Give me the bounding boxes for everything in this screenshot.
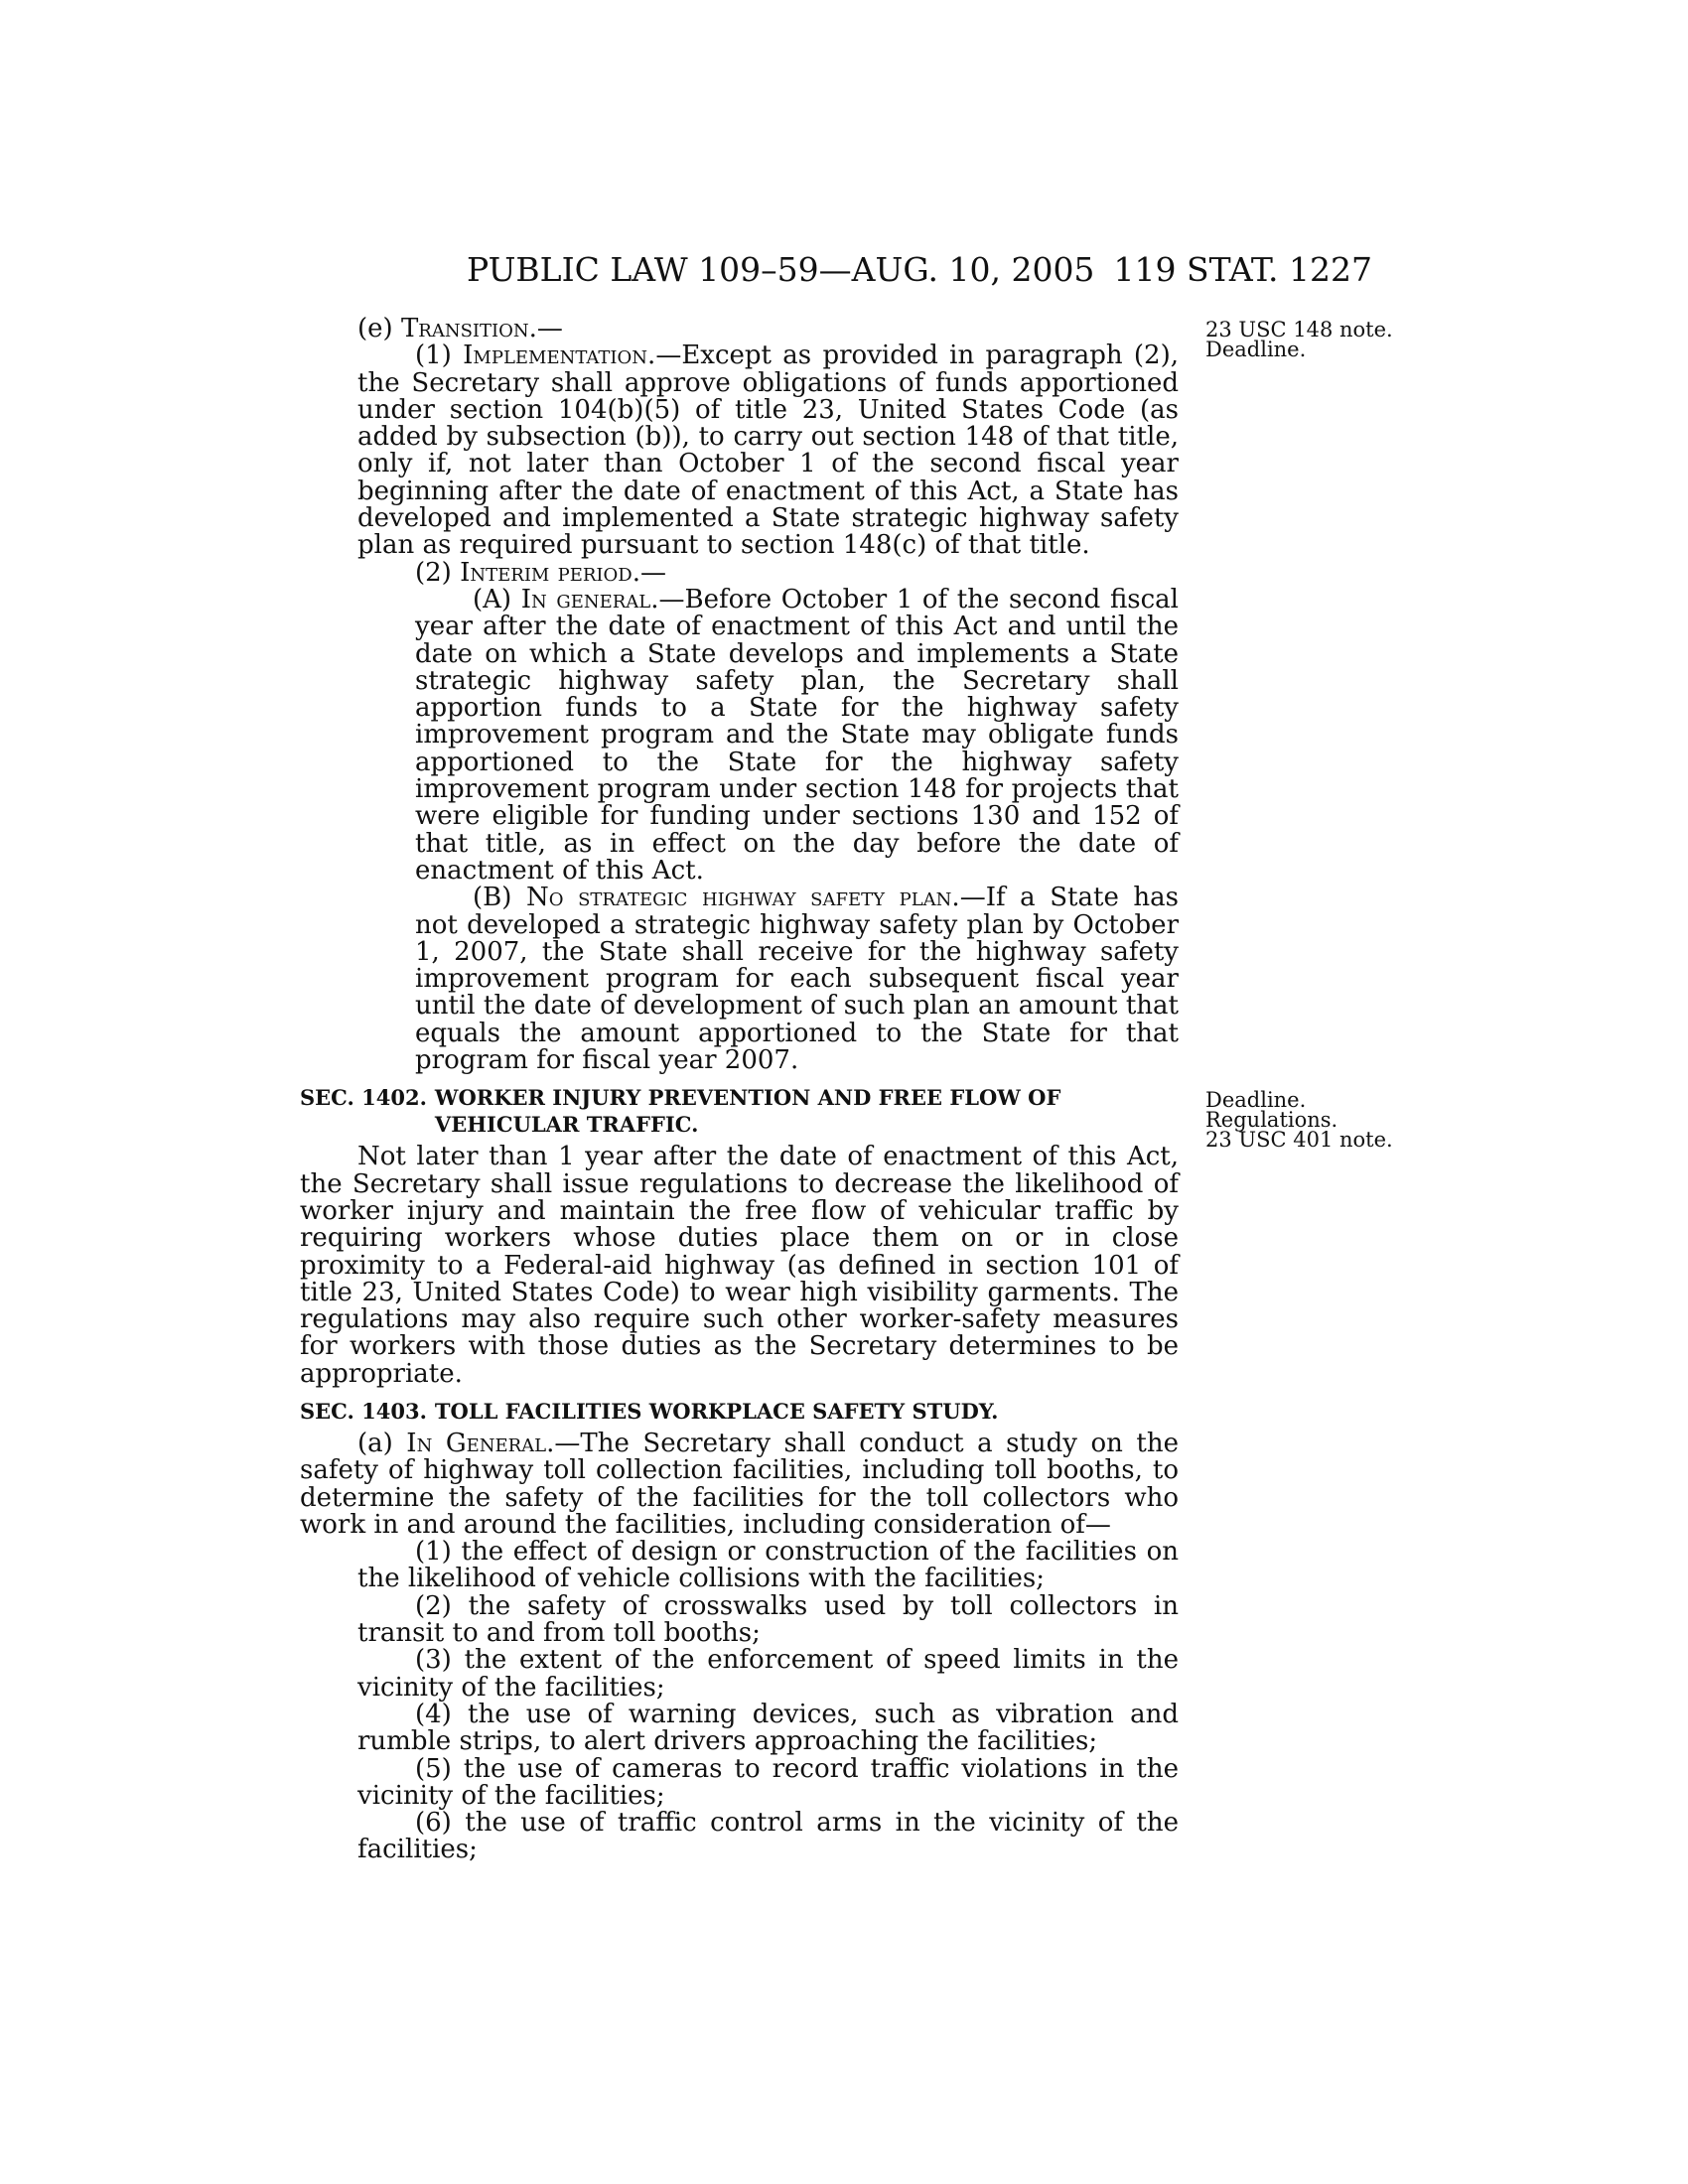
subparagraph-B-heading: No strategic highway safety plan.	[525, 883, 960, 913]
list-item: (2) the safety of crosswalks used by toll collectors in transit to and from toll booths;	[357, 1590, 1179, 1649]
margin-note-2	[1205, 1090, 1393, 1150]
list-item: (5) the use of cameras to record traffic violations in the vicinity of the facilities;	[357, 1753, 1179, 1811]
subparagraph-A-heading: In general.	[520, 584, 659, 614]
subsection-e	[300, 316, 1179, 342]
margin-note-line: Regulations.	[1205, 1108, 1338, 1132]
header-title: PUBLIC LAW 109–59—AUG. 10, 2005	[467, 250, 1095, 289]
margin-note-line: 23 USC 401 note.	[1205, 1128, 1393, 1152]
subparagraph-A	[300, 584, 1180, 886]
subparagraph-B-text: —If a State has not developed a strategic highway safety plan by October 1, 2007, the State shall receive for the highway safety improvement program for each subsequent fiscal year until the date of development of such plan an amount that equals the amount apportioned to the State for that program for fiscal year 2007.	[415, 883, 1179, 1076]
section-1403-heading	[300, 1398, 1179, 1425]
paragraph-2-heading: Interim period.—	[460, 557, 666, 588]
section-1402-title: WORKER INJURY PREVENTION AND FREE FLOW OF VEHICULAR TRAFFIC.	[434, 1085, 1061, 1138]
paragraph-1	[300, 342, 1179, 559]
subparagraph-B	[300, 885, 1179, 1074]
page-body	[300, 316, 1179, 1864]
margin-note-line: 23 USC 148 note.	[1205, 318, 1393, 341]
list-item: (4) the use of warning devices, such as vibration and rumble strips, to alert drivers approaching the facilities;	[357, 1699, 1179, 1757]
subsection-e-heading: Transition.—	[400, 314, 563, 343]
subsection-a-heading: In General.	[406, 1428, 555, 1458]
subsection-a-text: —The Secretary shall conduct a study on the safety of highway toll collection facilities, including toll booths, to determine the safety of the facilities for the toll collectors who work in and around the facilities, including consideration of—	[300, 1428, 1179, 1540]
section-1402-heading	[300, 1084, 1179, 1138]
subparagraph-A-text: —Before October 1 of the second fiscal year after the date of enactment of this Act and until the date on which a State develops and implements a State strategic highway safety plan, the Secretary shall apportion funds to a State for the highway safety improvement program and the State may obligate funds apportioned to the State for the highway safety improvement program under section 148 for projects that were eligible for funding under sections 130 and 152 of that title, as in effect on the day before the date of enactment of this Act.	[415, 584, 1180, 886]
paragraph-1-heading: Implementation.	[463, 341, 656, 371]
margin-note-1	[1205, 320, 1393, 359]
paragraph-1-text: —Except as provided in paragraph (2), the Secretary shall approve obligations of funds apportioned under section 104(b)(5) of title 23, United States Code (as added by subsection (b)), to carry out section 148 of that title, only if, not later than October 1 of the second fiscal year beginning after the date of enactment of this Act, a State has developed and implemented a State strategic highway safety plan as required pursuant to section 148(c) of that title.	[357, 341, 1180, 561]
subparagraph-B-lead: (B)	[473, 883, 526, 913]
subsection-a-lead: (a)	[357, 1428, 407, 1458]
section-1402-number: SEC. 1402.	[300, 1085, 427, 1111]
margin-note-line: Deadline.	[1205, 1088, 1307, 1112]
paragraph-1-lead: (1)	[415, 341, 464, 371]
list-item: (3) the extent of the enforcement of speed limits in the vicinity of the facilities;	[357, 1645, 1179, 1703]
section-1403-title: TOLL FACILITIES WORKPLACE SAFETY STUDY.	[434, 1398, 999, 1424]
header-stat-number: 119 STAT. 1227	[1113, 250, 1372, 289]
paragraph-2-lead: (2)	[415, 557, 461, 588]
section-1403-number: SEC. 1403.	[300, 1398, 427, 1424]
margin-note-line: Deadline.	[1205, 338, 1307, 361]
list-item: (6) the use of traffic control arms in the vicinity of the facilities;	[357, 1808, 1179, 1865]
page-header	[0, 250, 1688, 290]
subsection-a	[300, 1428, 1179, 1540]
list-item: (1) the effect of design or construction of the facilities on the likelihood of vehicle collisions with the facilities;	[357, 1537, 1179, 1594]
paragraph-2	[300, 557, 1179, 588]
subsection-e-lead: (e)	[357, 314, 401, 343]
subparagraph-A-lead: (A)	[473, 584, 521, 614]
section-1402-text: Not later than 1 year after the date of enactment of this Act, the Secretary shall issue regulations to decrease the likelihood of worker injury and maintain the free flow of vehicular traffic by requiring workers whose duties place them on or in close proximity to a Federal-aid highway (as defined in section 101 of title 23, United States Code) to wear high visibility garments. The regulations may also require such other worker-safety measures for workers with those duties as the Secretary determines to be appropriate.	[300, 1142, 1179, 1389]
